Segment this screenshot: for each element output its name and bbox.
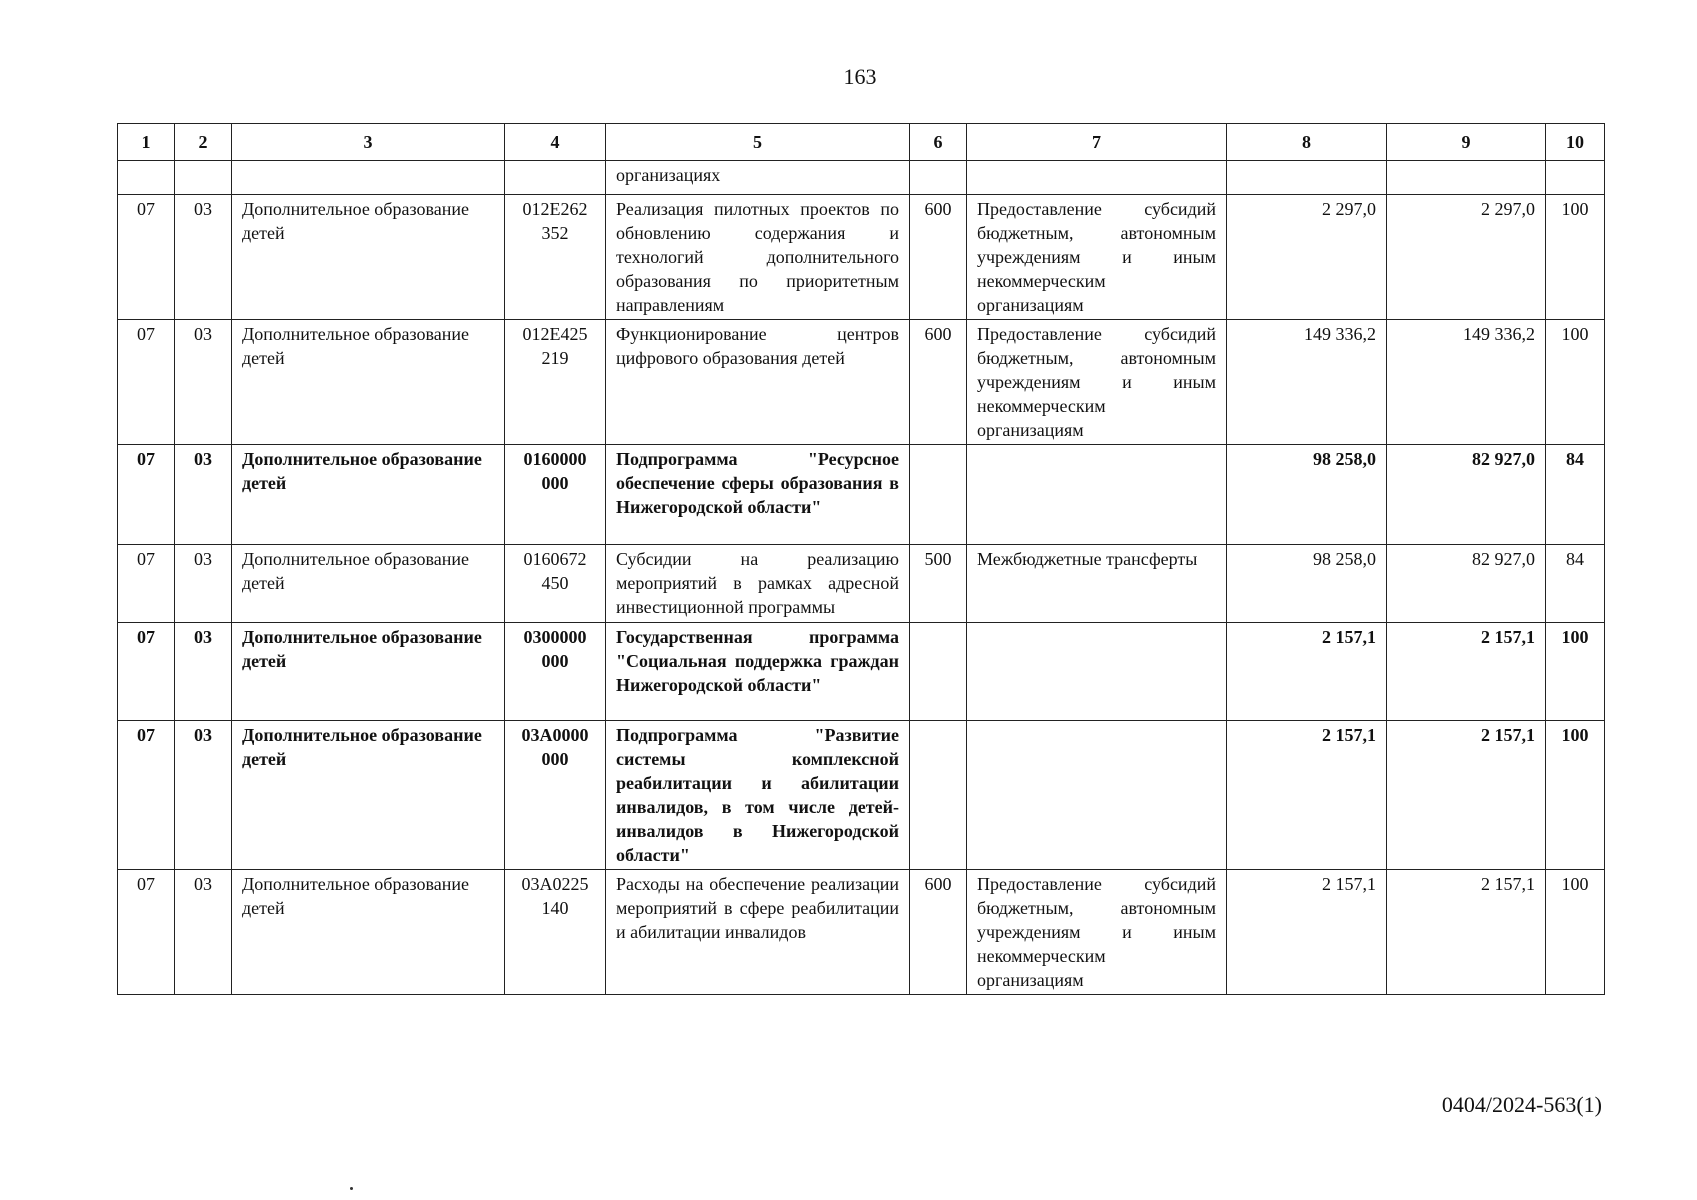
table-cell: 2 297,0: [1227, 195, 1387, 320]
table-cell: Подпрограмма "Ресурсное обеспечение сферы образования в Нижегородской области": [606, 445, 910, 545]
table-cell: [910, 445, 967, 545]
table-cell: 03: [175, 623, 232, 721]
table-cell: 84: [1546, 545, 1605, 623]
column-header: 9: [1387, 124, 1546, 161]
table-cell: 2 297,0: [1387, 195, 1546, 320]
table-cell: 100: [1546, 623, 1605, 721]
table-cell: Дополнительное образование детей: [232, 721, 505, 870]
table-cell: Дополнительное образование детей: [232, 195, 505, 320]
table-cell: 500: [910, 545, 967, 623]
table-cell: Реализация пилотных проектов по обновлению содержания и технологий дополнительного образования по приоритетным направлениям: [606, 195, 910, 320]
table-cell: [232, 161, 505, 195]
page-number: 163: [843, 64, 877, 89]
table-cell: 149 336,2: [1387, 320, 1546, 445]
document-code: 0404/2024-563(1): [1441, 1092, 1602, 1117]
table-row: [118, 445, 1605, 545]
table-body: [118, 161, 1605, 995]
table-cell: 2 157,1: [1227, 623, 1387, 721]
table-row: [118, 320, 1605, 445]
table-cell: [1546, 161, 1605, 195]
table-cell: Государственная программа "Социальная поддержка граждан Нижегородской области": [606, 623, 910, 721]
table-cell: Дополнительное образование детей: [232, 320, 505, 445]
table-cell: 84: [1546, 445, 1605, 545]
table-cell: 2 157,1: [1387, 870, 1546, 995]
table-cell: 03: [175, 195, 232, 320]
table-cell: 100: [1546, 870, 1605, 995]
table-cell: 03: [175, 445, 232, 545]
table-cell: Функционирование центров цифрового образования детей: [606, 320, 910, 445]
table-cell: Межбюджетные трансферты: [967, 545, 1227, 623]
table-cell: 07: [118, 870, 175, 995]
table-cell: 98 258,0: [1227, 545, 1387, 623]
column-header: 4: [505, 124, 606, 161]
table-cell: 82 927,0: [1387, 445, 1546, 545]
table-cell: [910, 623, 967, 721]
table-row: [118, 721, 1605, 870]
table-cell: 07: [118, 195, 175, 320]
table-cell: 03: [175, 320, 232, 445]
table-cell: Дополнительное образование детей: [232, 870, 505, 995]
table-cell: 100: [1546, 320, 1605, 445]
table-cell: 2 157,1: [1387, 623, 1546, 721]
table-cell: 2 157,1: [1227, 721, 1387, 870]
table-cell: 07: [118, 721, 175, 870]
column-header: 10: [1546, 124, 1605, 161]
table-cell: 149 336,2: [1227, 320, 1387, 445]
column-header: 2: [175, 124, 232, 161]
table-cell: 0160672 450: [505, 545, 606, 623]
budget-table: [117, 123, 1605, 995]
table-row: [118, 545, 1605, 623]
table-cell: Расходы на обеспечение реализации мероприятий в сфере реабилитации и абилитации инвалидов: [606, 870, 910, 995]
table-cell: Субсидии на реализацию мероприятий в рамках адресной инвестиционной программы: [606, 545, 910, 623]
table-cell: 82 927,0: [1387, 545, 1546, 623]
table-cell: 98 258,0: [1227, 445, 1387, 545]
table-cell: 0160000 000: [505, 445, 606, 545]
column-header: 1: [118, 124, 175, 161]
table-cell: 600: [910, 195, 967, 320]
table-cell: 012E262 352: [505, 195, 606, 320]
column-header: 8: [1227, 124, 1387, 161]
table-cell: 2 157,1: [1387, 721, 1546, 870]
table-cell: 600: [910, 870, 967, 995]
table-cell: 2 157,1: [1227, 870, 1387, 995]
table-row: [118, 195, 1605, 320]
table-cell: [175, 161, 232, 195]
table-cell: Предоставление субсидий бюджетным, автономным учреждениям и иным некоммерческим организациям: [967, 195, 1227, 320]
table-cell: Предоставление субсидий бюджетным, автономным учреждениям и иным некоммерческим организациям: [967, 870, 1227, 995]
table-cell: 07: [118, 545, 175, 623]
column-header: 3: [232, 124, 505, 161]
table-row: [118, 623, 1605, 721]
table-cell: Подпрограмма "Развитие системы комплексной реабилитации и абилитации инвалидов, в том числе детей-инвалидов в Нижегородской области": [606, 721, 910, 870]
table-cell: 03А0225 140: [505, 870, 606, 995]
scan-speck: [350, 1187, 353, 1190]
column-header: 6: [910, 124, 967, 161]
table-cell: 100: [1546, 721, 1605, 870]
table-cell: 03: [175, 545, 232, 623]
header-row: [118, 124, 1605, 161]
table-cell: 600: [910, 320, 967, 445]
table-row: [118, 161, 1605, 195]
column-header: 7: [967, 124, 1227, 161]
table-cell: [967, 445, 1227, 545]
table-cell: 03: [175, 721, 232, 870]
table-cell: Дополнительное образование детей: [232, 623, 505, 721]
table-cell: 012E425 219: [505, 320, 606, 445]
table-cell: 03А0000 000: [505, 721, 606, 870]
column-header: 5: [606, 124, 910, 161]
table-cell: 100: [1546, 195, 1605, 320]
table-cell: 07: [118, 445, 175, 545]
table-cell: Дополнительное образование детей: [232, 545, 505, 623]
table-cell: 07: [118, 623, 175, 721]
table-cell: [118, 161, 175, 195]
table-row: [118, 870, 1605, 995]
table-cell: Предоставление субсидий бюджетным, автономным учреждениям и иным некоммерческим организациям: [967, 320, 1227, 445]
table-cell: [910, 161, 967, 195]
table-cell: Дополнительное образование детей: [232, 445, 505, 545]
table-cell: 07: [118, 320, 175, 445]
table-cell: [505, 161, 606, 195]
table-cell: 03: [175, 870, 232, 995]
table-cell: 0300000 000: [505, 623, 606, 721]
table-cell: [910, 721, 967, 870]
table-cell: [1227, 161, 1387, 195]
table-cell: организациях: [606, 161, 910, 195]
table-cell: [967, 161, 1227, 195]
table-cell: [1387, 161, 1546, 195]
table-cell: [967, 623, 1227, 721]
table-cell: [967, 721, 1227, 870]
